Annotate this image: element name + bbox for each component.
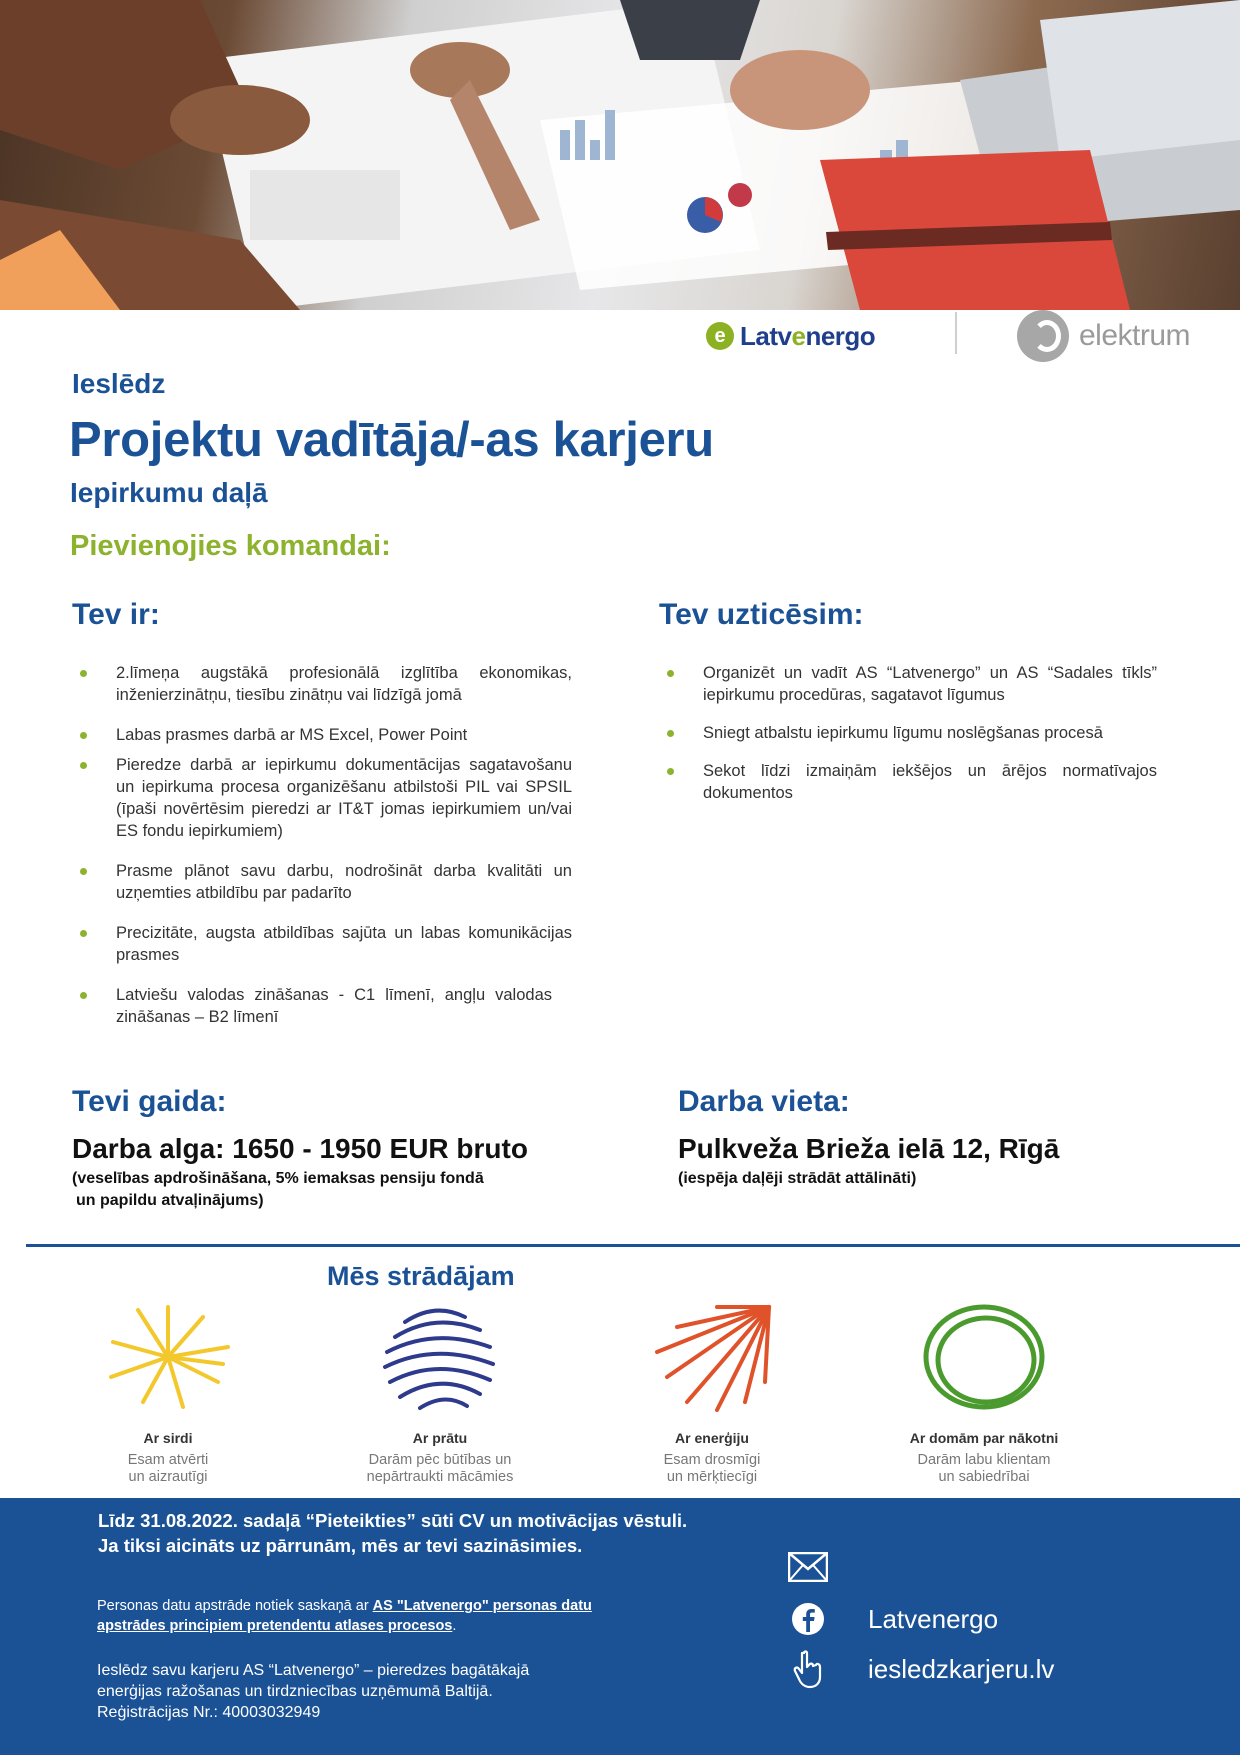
bullet-icon	[80, 762, 87, 769]
logo-divider	[955, 312, 957, 354]
company-info: Ieslēdz savu karjeru AS “Latvenergo” – pieredzes bagātākajā enerģijas ražošanas un tirdzniecības uzņēmumā Baltijā. Reģistrācijas Nr.: 40003032949	[97, 1662, 530, 1721]
salary: Darba alga: 1650 - 1950 EUR bruto	[72, 1133, 528, 1164]
rings-icon	[919, 1302, 1049, 1412]
website-link[interactable]	[788, 1652, 1054, 1686]
section-divider	[26, 1244, 1240, 1247]
join-team-heading: Pievienojies komandai:	[70, 530, 391, 562]
privacy-policy-link[interactable]: AS "Latvenergo" personas datu apstrādes principiem pretendentu atlases procesos	[97, 1598, 592, 1634]
list-item: Pieredze darbā ar iepirkumu dokumentācijas sagatavošanu un iepirkuma procesa organizēšanu atbilstoši PIL vai SPSIL (īpaši novērtēsim pieredzi ar IT&T jomas iepirkumiem un/vai ES fondu iepirkumiem)	[72, 754, 572, 842]
list-item: Precizitāte, augsta atbildības sajūta un labas komunikācijas prasmes	[72, 922, 572, 966]
latvenergo-logo	[706, 318, 875, 354]
location-heading: Darba vieta:	[678, 1085, 850, 1118]
email-contact[interactable]	[788, 1550, 828, 1584]
list-item: Organizēt un vadīt AS “Latvenergo” un AS “Sadales tīkls” iepirkumu procedūras, sagatavot līgumus	[659, 662, 1157, 706]
bullet-icon	[80, 992, 87, 999]
pointer-hand-icon	[788, 1652, 828, 1686]
requirements-list	[72, 662, 572, 1028]
facebook-link[interactable]	[788, 1602, 998, 1636]
list-item: 2.līmeņa augstākā profesionālā izglītība ekonomikas, inženierzinātņu, tiesību zinātņu vai līdzīgā jomā	[72, 662, 572, 706]
department: Iepirkumu daļā	[70, 477, 268, 508]
title-kicker: Ieslēdz	[72, 368, 166, 399]
list-item: Sniegt atbalstu iepirkumu līgumu noslēgšanas procesā	[659, 722, 1157, 744]
sun-burst-icon	[103, 1302, 233, 1412]
list-item: Prasme plānot savu darbu, nodrošināt darba kvalitāti un uzņemties atbildību par padarīto	[72, 860, 572, 904]
list-item: Sekot līdzi izmaiņām iekšējos un ārējos normatīvajos dokumentos	[659, 760, 1157, 804]
values-title: Mēs strādājam	[327, 1261, 515, 1291]
facebook-icon	[788, 1602, 828, 1636]
list-item: Latviešu valodas zināšanas - C1 līmenī, angļu valodas zināšanas – B2 līmenī	[72, 984, 572, 1028]
application-deadline: Līdz 31.08.2022. sadaļā “Pieteikties” sūti CV un motivācijas vēstuli. Ja tiksi aicināts uz pārrunām, mēs ar tevi sazināsimies.	[98, 1510, 688, 1556]
facebook-label[interactable]: Latvenergo	[868, 1603, 999, 1634]
bullet-icon	[667, 730, 674, 737]
requirements-heading: Tev ir:	[72, 598, 160, 631]
bullet-icon	[80, 732, 87, 739]
value-mind: Ar prātu Darām pēc būtības un nepārtraukti mācāmies	[330, 1302, 550, 1486]
value-future: Ar domām par nākotni Darām labu klientam un sabiedrībai	[874, 1302, 1094, 1486]
duties-list	[659, 662, 1157, 804]
elektrum-logo-icon	[1017, 310, 1069, 362]
benefits-note: (veselības apdrošināšana, 5% iemaksas pensiju fondā un papildu atvaļinājums)	[72, 1170, 484, 1209]
remote-note: (iespēja daļēji strādāt attālināti)	[678, 1170, 917, 1187]
website-label[interactable]: iesledzkarjeru.lv	[868, 1653, 1055, 1684]
elektrum-logo-text: elektrum	[1079, 319, 1191, 352]
waves-icon	[375, 1302, 505, 1412]
hero-photo	[0, 0, 1240, 310]
privacy-notice: Personas datu apstrāde notiek saskaņā ar AS "Latvenergo" personas datu apstrādes principiem pretendentu atlases procesos.	[97, 1598, 592, 1634]
rays-icon	[647, 1302, 777, 1412]
latvenergo-logo-text: Latvenergo	[740, 320, 876, 351]
footer	[0, 1498, 1240, 1755]
page-title: Projektu vadītāja/-as karjeru	[69, 413, 714, 467]
latvenergo-logo-icon: e	[706, 322, 734, 350]
bullet-icon	[667, 768, 674, 775]
bullet-icon	[80, 930, 87, 937]
bullet-icon	[80, 868, 87, 875]
bullet-icon	[80, 670, 87, 677]
mail-icon	[788, 1550, 828, 1584]
elektrum-logo	[1017, 310, 1190, 362]
value-heart: Ar sirdi Esam atvērti un aizrautīgi	[58, 1302, 278, 1486]
value-energy: Ar enerģiju Esam drosmīgi un mērķtiecīgi	[602, 1302, 822, 1486]
offer-heading: Tevi gaida:	[72, 1085, 227, 1118]
bullet-icon	[667, 670, 674, 677]
duties-heading: Tev uzticēsim:	[659, 598, 864, 631]
list-item: Labas prasmes darbā ar MS Excel, Power Point	[72, 724, 572, 746]
work-address: Pulkveža Brieža ielā 12, Rīgā	[678, 1133, 1060, 1164]
